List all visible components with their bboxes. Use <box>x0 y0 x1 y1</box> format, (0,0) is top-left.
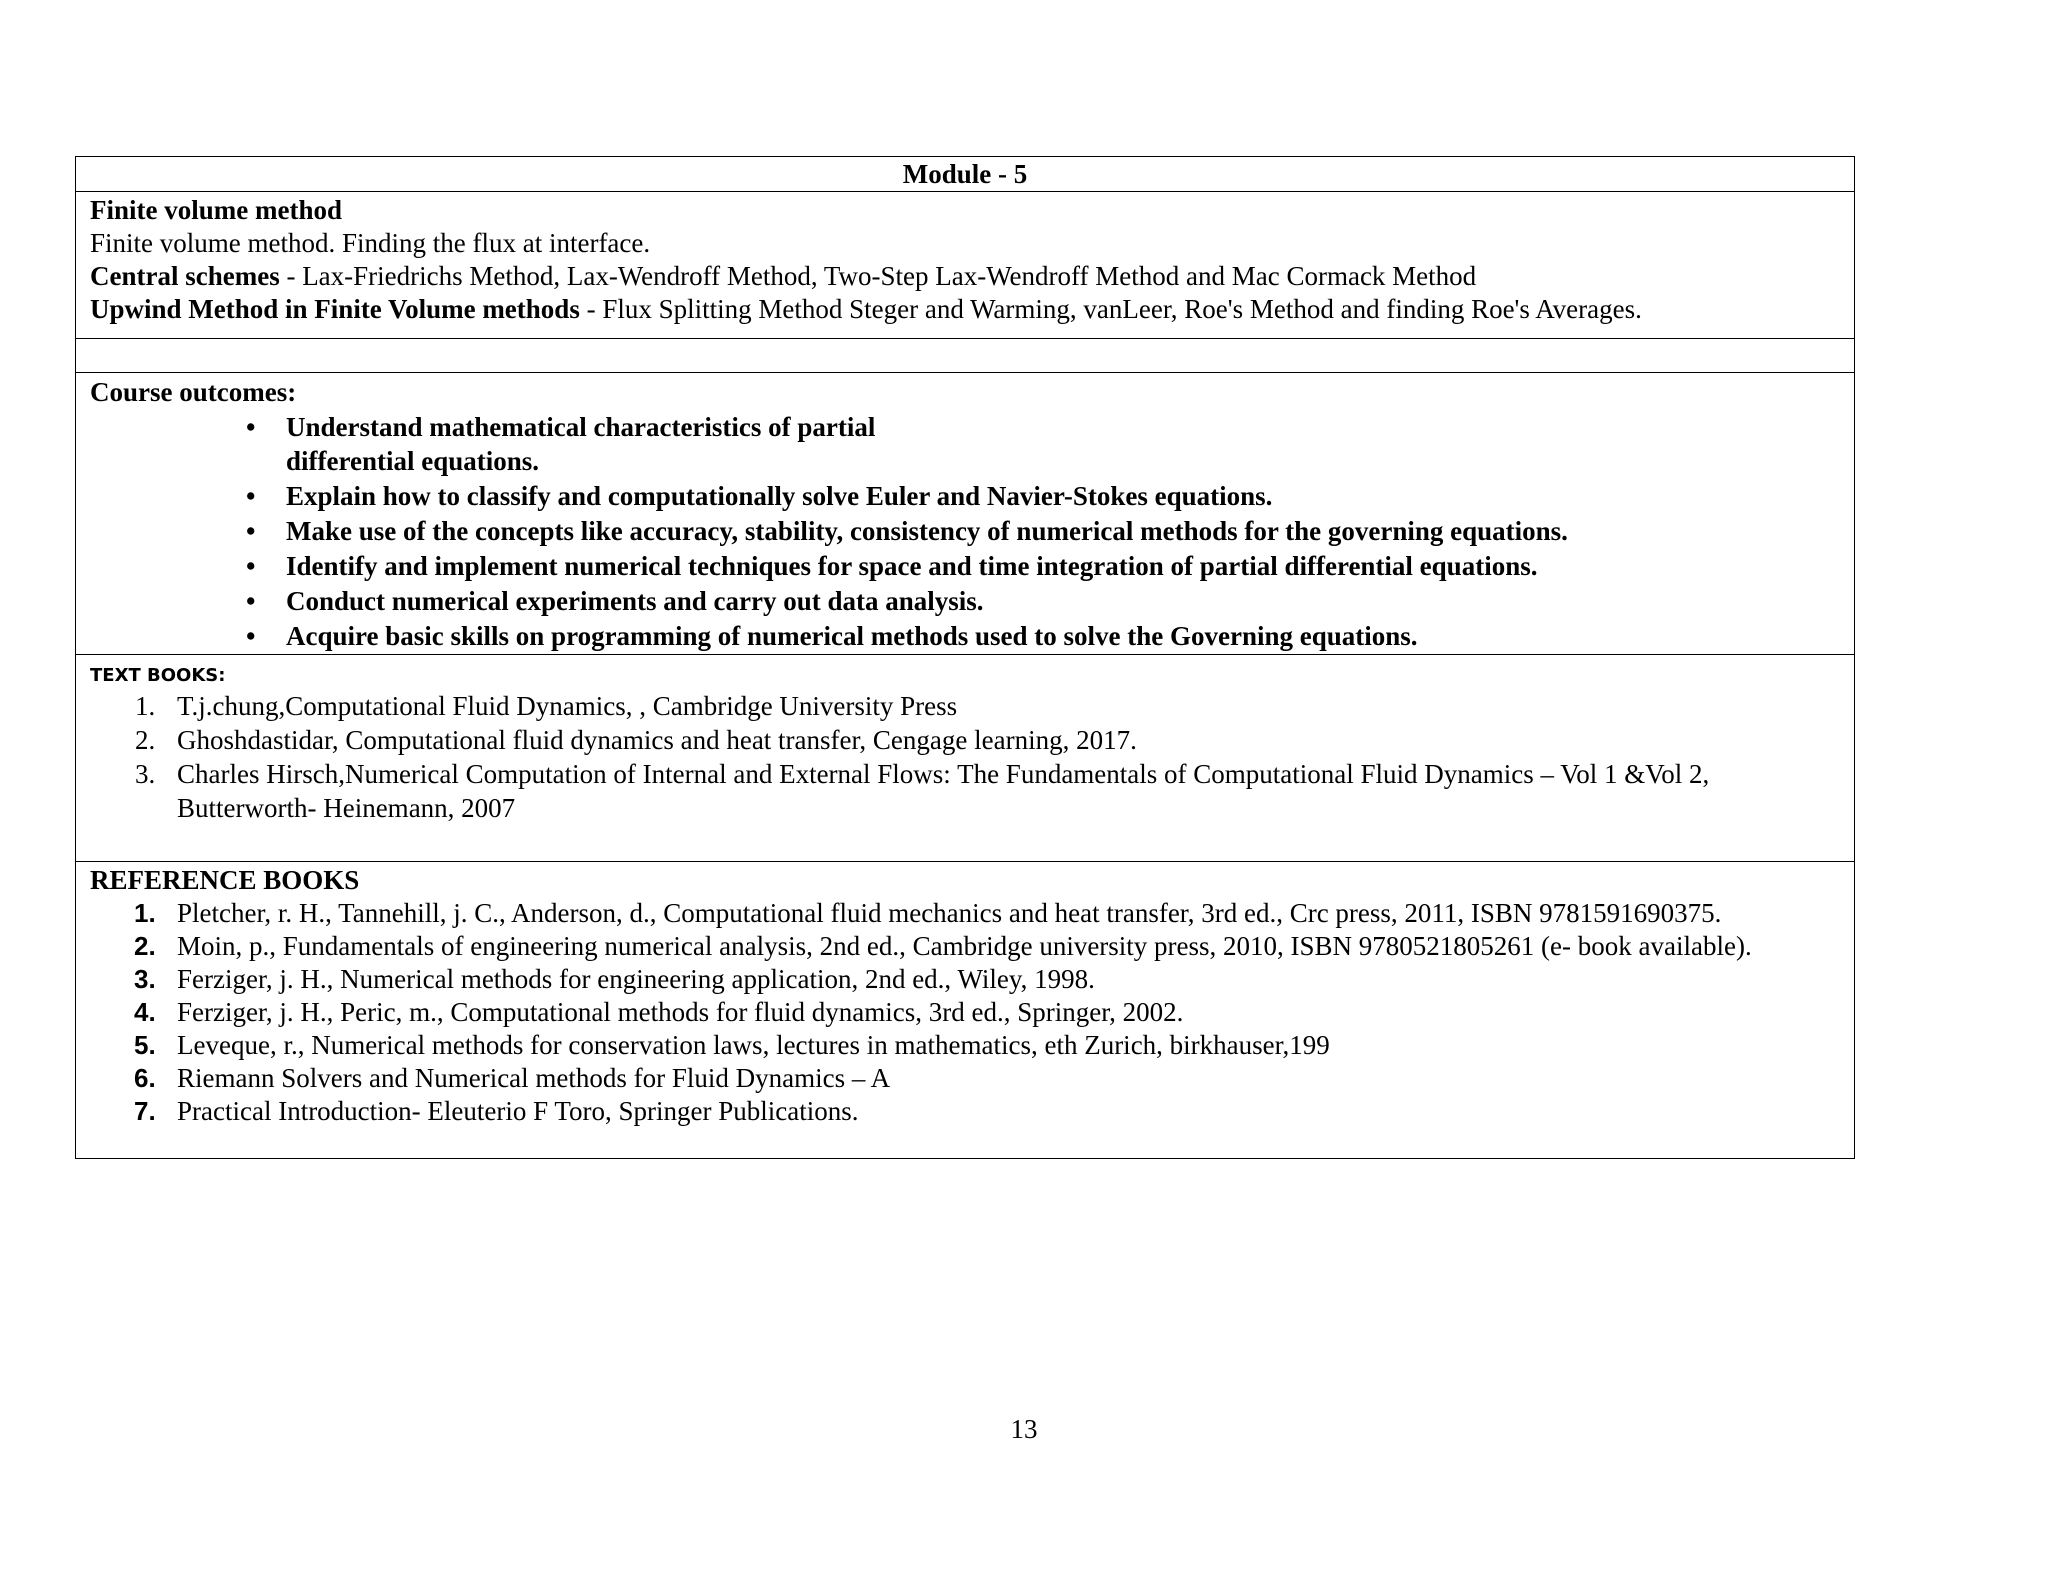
upwind-method-line <box>90 293 1840 326</box>
central-schemes-text: - Lax-Friedrichs Method, Lax-Wendroff Method, Two-Step Lax-Wendroff Method and Mac Cormack Method <box>279 261 1477 291</box>
item-number: 4. <box>134 997 156 1027</box>
reference-item: 4. Ferziger, j. H., Peric, m., Computational methods for fluid dynamics, 3rd ed., Springer, 2002. <box>134 997 1184 1027</box>
module-title: Module - 5 <box>902 159 1028 189</box>
central-schemes-line <box>90 260 1840 293</box>
reference-item: 7. Practical Introduction- Eleuterio F Toro, Springer Publications. <box>134 1096 859 1126</box>
syllabus-table <box>75 156 1855 1159</box>
outcome-item: • Acquire basic skills on programming of numerical methods used to solve the Governing equations. <box>246 621 1418 651</box>
outcome-item: • Explain how to classify and computationally solve Euler and Navier-Stokes equations. <box>246 481 1273 511</box>
text-books-list <box>90 689 1840 825</box>
item-number: 1. <box>135 691 156 721</box>
module-content <box>76 191 1854 338</box>
item-number: 3. <box>134 964 156 994</box>
reference-item: 3. Ferziger, j. H., Numerical methods for engineering application, 2nd ed., Wiley, 1998. <box>134 964 1095 994</box>
page-number: 13 <box>1010 1414 1038 1444</box>
text-book-item: 3. Charles Hirsch,Numerical Computation of Internal and External Flows: The Fundamentals of Computational Fluid Dynamics – Vol 1 &Vol 2, Butterworth- Heinemann, 2007 <box>135 759 1710 823</box>
outcome-item: • Make use of the concepts like accuracy, stability, consistency of numerical methods for the governing equations. <box>246 516 1568 546</box>
outcome-item: • Conduct numerical experiments and carry out data analysis. <box>246 586 984 616</box>
item-number: 7. <box>134 1096 156 1126</box>
module-heading: Finite volume method <box>90 195 342 225</box>
text-book-item: 1. T.j.chung,Computational Fluid Dynamics, , Cambridge University Press <box>135 691 958 721</box>
text-books-title: TEXT BOOKS: <box>90 665 226 686</box>
reference-books-list <box>90 897 1840 1128</box>
outcome-item: • Understand mathematical characteristics of partial differential equations. <box>246 412 876 476</box>
outcome-item: • Identify and implement numerical techniques for space and time integration of partial differential equations. <box>246 551 1538 581</box>
bullet-icon: • <box>246 516 256 546</box>
item-number: 2. <box>135 725 156 755</box>
bullet-icon: • <box>246 551 256 581</box>
reference-books-title: REFERENCE BOOKS <box>90 865 360 895</box>
reference-item: 2. Moin, p., Fundamentals of engineering numerical analysis, 2nd ed., Cambridge university press, 2010, ISBN 9780521805261 (e- book available). <box>134 931 1752 961</box>
reference-item: 1. Pletcher, r. H., Tannehill, j. C., Anderson, d., Computational fluid mechanics and heat transfer, 3rd ed., Crc press, 2011, ISBN 9781591690375. <box>134 898 1722 928</box>
reference-item: 6. Riemann Solvers and Numerical methods for Fluid Dynamics – A <box>134 1063 891 1093</box>
central-schemes-label: Central schemes <box>90 261 280 291</box>
text-books <box>76 654 1854 861</box>
module-intro: Finite volume method. Finding the flux at interface. <box>90 228 651 258</box>
course-outcomes <box>76 372 1854 653</box>
text-book-item: 2. Ghoshdastidar, Computational fluid dynamics and heat transfer, Cengage learning, 2017. <box>135 725 1137 755</box>
bullet-icon: • <box>246 481 256 511</box>
upwind-method-text: - Flux Splitting Method Steger and Warming, vanLeer, Roe's Method and finding Roe's Averages. <box>579 294 1642 324</box>
empty-row <box>76 338 1854 372</box>
bullet-icon: • <box>246 586 256 616</box>
item-number: 6. <box>134 1063 156 1093</box>
outcomes-title: Course outcomes: <box>90 377 297 407</box>
bullet-icon: • <box>246 621 256 651</box>
outcomes-list <box>90 410 1840 653</box>
item-number: 3. <box>135 759 156 789</box>
upwind-method-label: Upwind Method in Finite Volume methods <box>90 294 580 324</box>
item-number: 2. <box>134 931 156 961</box>
reference-books <box>76 861 1854 1158</box>
bullet-icon: • <box>246 412 256 442</box>
item-number: 1. <box>134 898 156 928</box>
item-number: 5. <box>134 1030 156 1060</box>
reference-item: 5. Leveque, r., Numerical methods for conservation laws, lectures in mathematics, eth Zurich, birkhauser,199 <box>134 1030 1330 1060</box>
